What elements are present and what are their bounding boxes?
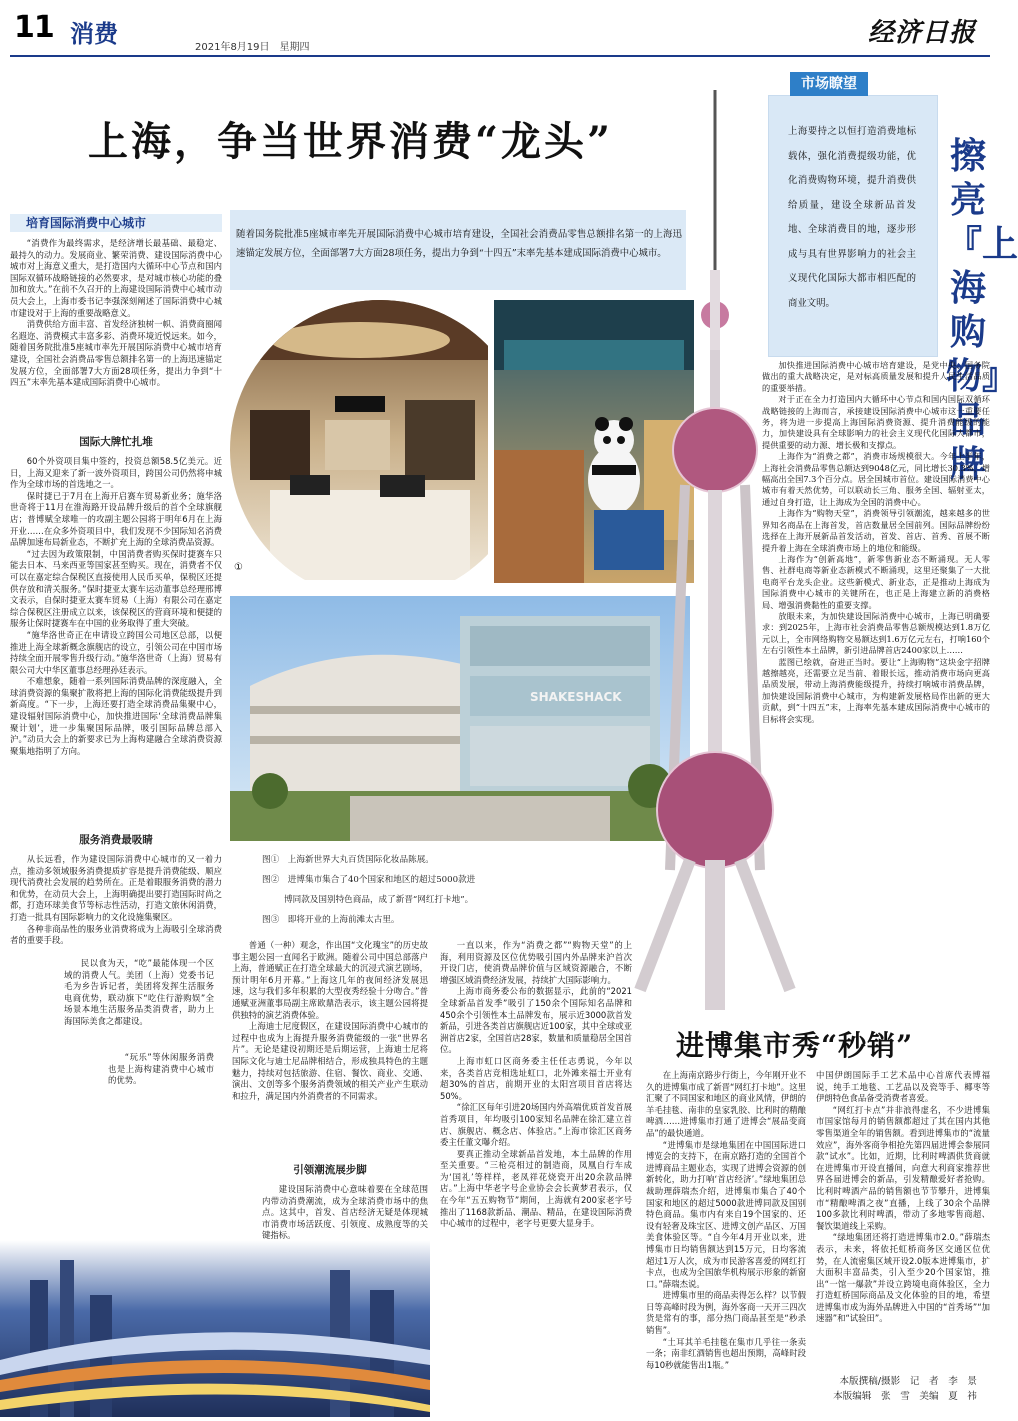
paragraph: “进博集市是绿地集团在中国国际进口博览会的支持下，在南京路打造的全国首个进博商品主题业态，实现了进博会资源的创新转化，助力打响‘首店经济’。”绿地集团总裁助理薛瑞杰介绍，进博集市集合了40个国家和地区的超过5000款进博同款及国别特色商品。集市内有来自19个国家的、还设有轻奢及珠宝区、进博文创产品区、万国美食体验区等。“自今年4月开业以来，进博集市日均销售额达到15万元，日均客流超过1万人次，成为市民游客喜爱的网红打卡点，也成为全国旅华机构展示形象的新窗口。”薛瑞杰说。 — [646, 1139, 806, 1289]
paragraph: 在上海南京路步行街上，今年刚开业不久的进博集市成了新晋“网红打卡地”。这里汇聚了不同国家和地区的商业风情，伊朗的羊毛挂毯、南非的皇家乳胶、比利时的精酿啤酒……进博集市打通了进博会“展品变商品”的最快通道。 — [646, 1070, 806, 1138]
middle-column-body-2 — [262, 1184, 428, 1242]
svg-text:SHAKESHACK: SHAKESHACK — [530, 690, 622, 704]
credits — [722, 1374, 977, 1404]
paragraph: 上海迪士尼度假区，在建设国际消费中心城市的过程中也成为上海提升服务消费能级的一张“世界名片”。无论是建设初期还是后期运营，上海迪士尼将国际文化与迪士尼品牌相结合，形成独具特色的主题魅力，持续对包括旅游、住宿、餐饮、商业、交通、演出、文创等多个服务消费领域的相关产业产生联动和拉升，满足国内外消费者的不同需求。 — [232, 1021, 428, 1101]
paragraph: 保时捷已于7月在上海开启赛车贸易新业务；施华洛世奇将于11月在淮海路开设品牌升级后的首个全球旗舰店；普博赋全球唯一的攻副主题公园将于明年6月在上海开业……在众多外资项目中，我们发现不少国际知名消费品牌加速布局新业态，不断扩充上海的全球消费品资源。 — [10, 490, 222, 548]
paragraph: 蓝图已绘就，奋进正当时。要让“上海购物”这块金字招牌越擦越亮，还需要立足当前、着眼长远，推动消费市场向更高品质发展，带动上海消费能级提升，持续打响城市消费品牌，加快建设国际消费中心城市，为构建新发展格局作出新的更大贡献，到“十四五”末，上海率先基本建成国际消费中心城市的目标将会实现。 — [762, 656, 990, 724]
paragraph: 上海作为“消费之都”，消费市场规模很大。今年上半年，上海社会消费品零售总额达到9048亿元，同比增长30.3%，增幅高出全国7.3个百分点。居全国城市首位。建设国际消费中心城市有着天然优势，可以联动长三角、服务全国、辐射亚太，通过自身打造，让上海成为全国的消费中心。 — [762, 451, 990, 507]
caption-3: 图③ 即将开业的上海前滩太古里。 — [262, 915, 400, 925]
commentary-column — [762, 360, 990, 725]
section2-body — [10, 456, 222, 757]
paragraph: “施华洛世奇正在申请设立跨国公司地区总部，以便推进上海全球新概念旗舰店的设立，引领公司在中国市场持续全面开展零售升级行动。”施华洛世奇（上海）贸易有限公司大中华区董事总经理孙廷表示。 — [10, 629, 222, 675]
first-store-column — [440, 940, 632, 1230]
overpass-image — [0, 1240, 430, 1417]
paragraph: 不难想象，随着一系列国际消费品牌的深度融入，全球消费资源的集聚扩散将把上海的国际化消费能级提升到新高度。“下一步，上海还要打造全球消费品集聚中心，建设辐射国际消费中心，加快推进国际‘全球消费品牌集聚计划’，进一步集聚国际品牌，吸引国际品牌总部入沪。”动员大会上的新要求已为上海构建融合全球消费资源聚集地指明了方向。 — [10, 676, 222, 756]
caption-2-cont: 博同款及国别特色商品，成了新晋“网红打卡地”。 — [284, 895, 474, 905]
department-store-image — [230, 300, 488, 580]
paragraph: “玩乐”等休闲服务消费也是上海构建消费中心城市的优势。 — [108, 1052, 214, 1086]
photo-number-1: ① — [234, 562, 243, 573]
section3-body — [10, 854, 222, 947]
credits-writers: 本版撰稿/摄影 记 者 李 景 — [839, 1376, 977, 1387]
section-name: 消费 — [70, 20, 118, 48]
photo-department-store — [230, 300, 488, 580]
paragraph: “徐汇区每年引进20场国内外高端优质首发首展首秀项目，年均吸引100家知名品牌在徐汇建立首店、旗舰店、概念店、体验店。”上海市徐汇区商务委主任董文曝介绍。 — [440, 1102, 632, 1148]
section-heading-trend: 引领潮流展步脚 — [293, 1164, 367, 1176]
paragraph: 一直以来，作为“消费之都”“购物天堂”的上海，利用资源及区位优势吸引国内外品牌来沪首次开设门店，使消费品牌价值与区域资源融合，不断增强区域消费经济发展，持续扩大国际影响力。 — [440, 940, 632, 985]
paragraph: “网红打卡点”并非浪得虚名，不少进博集市国家馆每月的销售额都超过了其在国内其他零售渠道全年的销售额。看到进博集市的“流量效应”，海外客商争相抢先第四届进博会参展同款“试水”。比如，近期，比利时啤酒供货商就在进博集市开设直播间，向意大利商家推荐世界各届进博会的新品，引发精酿爱好者抢购。比利时啤酒产品的销售额也节节攀升，进博集市“精酿啤酒之夜”直播，上线了30余个品牌100多款比利时啤酒，带动了多地零售商超、餐饮渠道线上采购。 — [816, 1104, 990, 1231]
section-heading-service: 服务消费最吸睛 — [79, 834, 153, 846]
expo-market-headline: 进博集市秀“秒销” — [676, 1029, 914, 1062]
main-headline: 上海，争当世界消费“龙头” — [88, 118, 614, 165]
section3-body-indented — [64, 958, 214, 1028]
paragraph: “土耳其羊毛挂毯在集市几乎往一条卖一条；南非红酒销售也超出预期，高峰时段每10秒就能售出1瓶。” — [646, 1336, 806, 1370]
section3-body-indented-2 — [108, 1052, 214, 1087]
market-watch-tag: 市场瞭望 — [790, 72, 868, 96]
page-number: 11 — [14, 10, 54, 45]
paragraph: 对于正在全力打造国内大循环中心节点和国内国际双循环战略链接的上海而言，承接建设国际消费中心城市这一重要任务，将为进一步提高上海国际消费资源、提升消费能级的能力，加快建设具有全球影响力的社会主义现代化国际大都市，提供重要的动力源、增长极和支撑点。 — [762, 394, 990, 450]
paragraph: 消费供给方面丰富、首发经济独树一帜、消费商圈闻名遐迩、消费模式丰富多彩、消费环境近悦远来。如今，随着国务院批准5座城市率先开展国际消费中心城市培育建设，全国社会消费品零售总额排名第一的上海迅速锚定发展方位，全面部署7大方面28项任务，提出力争到“十四五”末率先基本建成国际消费中心城市。 — [10, 319, 222, 388]
caption-2: 图② 进博集市集合了40个国家和地区的超过5000款进 — [262, 875, 476, 885]
photo-captions — [262, 850, 542, 930]
photo-taikoo-li — [230, 596, 690, 841]
middle-column-body — [232, 940, 428, 1102]
section-heading-brands: 国际大牌忙扎堆 — [79, 436, 153, 448]
paragraph: 上海市虹口区商务委主任任志勇说，今年以来，各类首店竞相选址虹口，北外滩来福士开业有超30%的首店，前期开业的太阳宫项目首店将达50%。 — [440, 1055, 632, 1101]
expo-column-2 — [816, 1070, 990, 1325]
taikoo-li-image — [230, 596, 690, 841]
market-watch-text: 上海要持之以恒打造消费地标载体，强化消费提级功能，优化消费购物环境，提升消费供给质量，建设全球新品首发地、全球消费目的地，逐步形成与具有世界影响力的社会主义现代化国际大都市相匹配的商业文明。 — [788, 126, 916, 309]
paragraph: “绿地集团还将打造进博集市2.0。”薛瑞杰表示，未来，将依托虹桥商务区交通区位优势，在人流密集区域开设2.0版本进博集市，扩大面积丰富品类，引入至少20个国家馆，推出“一馆一爆款”并设立跨境电商体验区，全力打造虹桥国际商品及文化体验的目的地，希望进博集市成为海外品牌进入中国的“首秀场”“加速器”和“试验田”。 — [816, 1232, 990, 1324]
paragraph: 民以食为天，“吃”最能体现一个区域的消费人气。美团（上海）党委书记毛为乡告诉记者，美团将发挥生活服务电商优势，联动旗下“吃住行游购娱”全场景本地生活服务品类消费者，助力上海国际美食之都建设。 — [64, 958, 214, 1026]
header-rule — [10, 55, 990, 57]
paragraph: 上海作为“购物天堂”，消费领导引领潮流，越来越多的世界知名商品在上海首发，首店数量居全国前列。国际品牌纷纷选择在上海开展新品首发活动，首发、首店、首秀、首展不断提升着上海在全球消费市场上的地位和能级。 — [762, 508, 990, 553]
paragraph: 要真正推动全球新品首发地，本土品牌的作用至关重要。“三枪亮相过的制造商，凤凰自行车成为‘国礼’等样样，老凤祥花烧瓷开出20余款品牌店。”上海中华老字号企业协会会长黄梦君表示，仅在今年“五五购物节”期间，上海就有200家老字号推出了1168款新品、潮品、精品，在建设国际消费中心城市的过程中，老字号更要大显身手。 — [440, 1148, 632, 1229]
section1-body — [10, 238, 222, 389]
paragraph: “过去因为政策限制，中国消费者购买保时捷赛车只能去日本、马来西亚等国家甚至购买。现在，消费者不仅可以在嘉定综合保税区直接使用人民币买单，保税区还提供存放和清关服务。”保时捷亚太赛车运动董事总经理邢博文表示，自保时捷亚太赛车贸易（上海）有限公司在嘉定综合保税区注册成立以来，该保税区的营商环境和便捷的服务让保时捷赛车在中国的业务取得了重大突破。 — [10, 548, 222, 629]
paragraph: 放眼未来，为加快建设国际消费中心城市，上海已明确要求：到2025年，上海市社会消费品零售总额规模达到1.8万亿元以上，全市网络购物交易额达到1.6万亿元左右，打响160个左右引领性本土品牌，新引进品牌首店2400家以上…… — [762, 610, 990, 656]
credits-editors: 本版编辑 张 雪 美编 夏 祎 — [833, 1391, 977, 1402]
paragraph: 上海作为“创新高地”，新零售新业态不断涌现。无人零售、社群电商等新业态新模式不断涌现，这里还聚集了一大批电商平台龙头企业。这些新模式、新业态，正是推动上海成为国际消费中心城市的关键所在，也正是上海建立新的消费格局、增强消费黏性的重要支撑。 — [762, 553, 990, 610]
paragraph: 60个外资项目集中签约，投资总额58.5亿美元。近日，上海又迎来了新一波外资项目，跨国公司仍然将申城作为全球市场的首选地之一。 — [10, 456, 222, 490]
expo-column-1 — [646, 1070, 806, 1371]
paragraph: 普通（一种）观念，作出国“文化瑰宝”的历史故事主题公园一直闻名于欧洲。随着公司中国总部落户上海，普通赋正在打造全球最大的沉浸式演艺剧场，预计明年6月开幕。”上海这几年的夜间经济发展迅速，这与我们多年积累的大型夜秀经验十分吻合。”普通赋亚洲董事局副主席欧鼎浩表示，该主题公园将提供独特的演艺消费体验。 — [232, 940, 428, 1020]
paragraph: 中国伊朗国际手工艺术品中心首席代表博福说，纯手工地毯、工艺品以及瓷等手、椰枣等伊朗特色食品备受消费者喜爱。 — [816, 1070, 990, 1104]
paragraph: 各种非商品性的服务业消费将成为上海吸引全球消费者的重要手段。 — [10, 923, 222, 946]
paragraph: 从长远看，作为建设国际消费中心城市的又一着力点，推动多领域服务消费提质扩容是提升消费能级、顺应现代消费社会发展的趋势所在。正是着眼服务消费的潜力和优势，在动员大会上，上海明确提出要打造国际时尚之都，打造环球美食节等标志性活动，打造文旅休闲消费，打造一批具有国际影响力的文化设施集聚区。 — [10, 854, 222, 922]
paragraph: “消费作为最终需求，是经济增长最基础、最稳定、最持久的动力。发展商业、繁荣消费、建设国际消费中心城市对上海意义重大，是打造国内大循环中心节点和国内国际双循环战略链接的必然要求，是对城市核心功能的叠加和放大。”在前不久召开的上海建设国际消费中心城市动员大会上，上海市委书记李强深刻阐述了国际消费中心城市建设对于上海的重要战略意义。 — [10, 238, 222, 318]
caption-1: 图① 上海新世界大丸百货国际化妆品陈展。 — [262, 855, 434, 865]
newspaper-masthead: 经济日报 — [868, 18, 977, 48]
issue-date: 2021年8月19日 星期四 — [195, 42, 310, 53]
paragraph: 进博集市里的商品卖得怎么样？以节假日等高峰时段为例，海外客商一天开三四次货是常有的事，部分热门商品甚至是“秒杀销售”。 — [646, 1290, 806, 1336]
lead-paragraph: 随着国务院批准5座城市率先开展国际消费中心城市培育建设，全国社会消费品零售总额排名第一的上海迅速锚定发展方位，全面部署7大方面28项任务，提出力争到“十四五”末率先基本建成国际消费中心城市。 — [236, 229, 682, 259]
shanghai-overpass-illustration — [0, 1240, 430, 1417]
paragraph: 加快推进国际消费中心城市培育建设，是党中央、国务院做出的重大战略决定，是对标高质量发展和提升人民生活品质的重要举措。 — [762, 360, 990, 393]
paragraph: 上海市商务委公布的数据显示，此前的“2021全球新品首发季”吸引了150余个国际知名品牌和450余个引领性本土品牌发布，展示近3000款首发新品，引进各类首店旗舰店近100家，其中全球或亚洲首店2家，全国首店28家，数量和质量稳居全国首位。 — [440, 986, 632, 1055]
commentary-vertical-title: 擦亮『上海购物』品牌 — [946, 136, 1018, 485]
paragraph: 建设国际消费中心意味着要在全球范围内带动消费潮流，成为全球消费市场中的焦点。这其中，首发、首店经济无疑是体现城市消费市场活跃度、引领度、成熟度等的关键指标。 — [262, 1184, 428, 1241]
section-heading-consumption-center: 培育国际消费中心城市 — [10, 214, 222, 232]
